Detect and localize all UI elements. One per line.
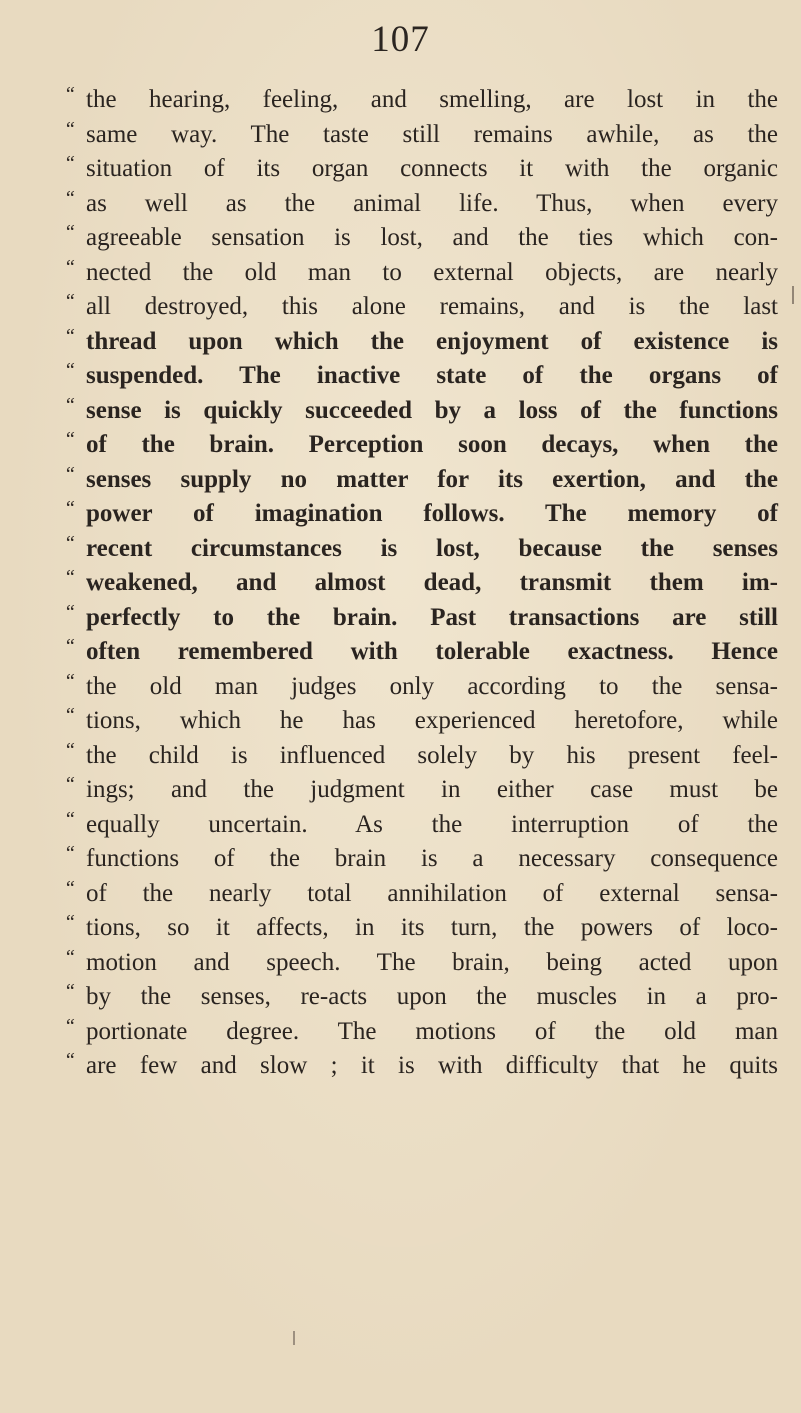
quote-mark: “ <box>64 945 76 968</box>
quote-mark: “ <box>64 83 76 105</box>
text-line <box>64 635 778 670</box>
line-text: portionate degree. The motions of the old man <box>86 1017 778 1045</box>
line-text: all destroyed, this alone remains, and is the last <box>86 293 778 320</box>
line-text: the child is influenced solely by his present feel- <box>86 741 778 769</box>
text-line <box>64 669 778 705</box>
line-text: are few and slow ; it is with difficulty that he quits <box>86 1052 778 1079</box>
quote-mark: “ <box>64 773 76 795</box>
line-text: weakened, and almost dead, transmit them im- <box>86 569 778 596</box>
quote-mark: “ <box>64 152 76 174</box>
line-text: of the brain. Perception soon decays, when the <box>86 431 778 458</box>
text-line <box>64 428 778 463</box>
text-line <box>64 221 778 256</box>
quote-mark: “ <box>64 324 76 347</box>
line-text: agreeable sensation is lost, and the ties which con- <box>86 224 778 251</box>
body-text <box>64 83 778 1084</box>
line-text: the hearing, feeling, and smelling, are lost in the <box>86 86 778 113</box>
text-line <box>64 1049 778 1084</box>
text-line <box>64 83 778 118</box>
line-text: motion and speech. The brain, being acted upon <box>86 948 778 976</box>
text-line <box>64 842 778 877</box>
quote-mark: “ <box>64 393 76 416</box>
line-text: tions, so it affects, in its turn, the powers of loco- <box>86 914 778 941</box>
quote-mark: “ <box>64 566 76 588</box>
text-line <box>64 1014 778 1050</box>
text-line <box>64 152 778 187</box>
quote-mark: “ <box>64 428 76 450</box>
line-text: of the nearly total annihilation of external sensa- <box>86 879 778 907</box>
text-line <box>64 324 778 360</box>
quote-mark: “ <box>64 359 76 381</box>
text-line <box>64 876 778 912</box>
line-text: sense is quickly succeeded by a loss of the functions <box>86 396 778 424</box>
quote-mark: “ <box>64 738 76 761</box>
quote-mark: “ <box>64 255 76 278</box>
line-text: tions, which he has experienced heretofore, while <box>86 707 778 734</box>
text-line <box>64 600 778 636</box>
quote-mark: “ <box>64 221 76 243</box>
quote-mark: “ <box>64 704 76 726</box>
text-line <box>64 807 778 843</box>
line-text: by the senses, re-acts upon the muscles in a pro- <box>86 983 778 1010</box>
text-line <box>64 704 778 739</box>
quote-mark: “ <box>64 186 76 209</box>
text-line <box>64 290 778 325</box>
text-line <box>64 117 778 153</box>
page-number: 107 <box>371 19 430 60</box>
quote-mark: “ <box>64 462 76 485</box>
text-line <box>64 359 778 394</box>
quote-mark: “ <box>64 669 76 692</box>
text-line <box>64 980 778 1015</box>
quote-mark: “ <box>64 807 76 830</box>
line-text: nected the old man to external objects, are nearly <box>86 258 778 286</box>
line-text: functions of the brain is a necessary consequence <box>86 845 778 872</box>
line-text: ings; and the judgment in either case must be <box>86 776 778 803</box>
line-text: senses supply no matter for its exertion, and the <box>86 465 778 493</box>
line-text: same way. The taste still remains awhile, as the <box>86 120 778 148</box>
text-line <box>64 911 778 946</box>
ink-mark <box>792 286 794 304</box>
quote-mark: “ <box>64 980 76 1002</box>
line-text: the old man judges only according to the sensa- <box>86 672 778 700</box>
text-line <box>64 186 778 222</box>
line-text: often remembered with tolerable exactness. Hence <box>86 638 778 665</box>
line-text: equally uncertain. As the interruption of the <box>86 810 778 838</box>
text-line <box>64 497 778 532</box>
quote-mark: “ <box>64 1014 76 1037</box>
text-line <box>64 773 778 808</box>
line-text: as well as the animal life. Thus, when every <box>86 189 778 217</box>
text-line <box>64 255 778 291</box>
quote-mark: “ <box>64 635 76 657</box>
line-text: perfectly to the brain. Past transactions are still <box>86 603 778 631</box>
text-line <box>64 393 778 429</box>
quote-mark: “ <box>64 876 76 899</box>
quote-mark: “ <box>64 1049 76 1071</box>
quote-mark: “ <box>64 600 76 623</box>
text-line <box>64 945 778 981</box>
text-line <box>64 462 778 498</box>
quote-mark: “ <box>64 531 76 554</box>
line-text: power of imagination follows. The memory of <box>86 500 778 527</box>
quote-mark: “ <box>64 497 76 519</box>
line-text: suspended. The inactive state of the organs of <box>86 362 778 389</box>
quote-mark: “ <box>64 117 76 140</box>
quote-mark: “ <box>64 911 76 933</box>
text-line <box>64 738 778 774</box>
line-text: recent circumstances is lost, because the senses <box>86 534 778 562</box>
line-text: thread upon which the enjoyment of existence is <box>86 327 778 355</box>
text-line <box>64 531 778 567</box>
ink-mark <box>293 1331 295 1345</box>
quote-mark: “ <box>64 290 76 312</box>
quote-mark: “ <box>64 842 76 864</box>
text-line <box>64 566 778 601</box>
line-text: situation of its organ connects it with the organic <box>86 155 778 182</box>
